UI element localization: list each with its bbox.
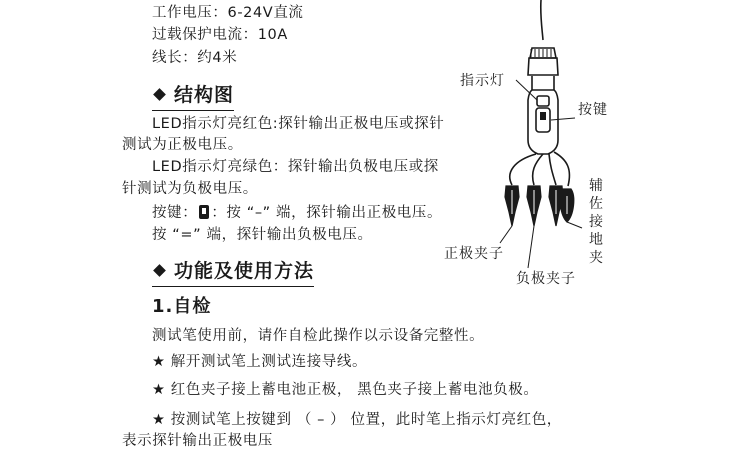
spec-voltage: 工作电压：6-24V直流 — [152, 5, 304, 21]
key-rest: ：按 “–” 端，探针输出正极电压。 — [211, 205, 443, 221]
aux-ground-label: 辅佐接地夹 — [589, 178, 603, 266]
probe-body — [528, 90, 558, 154]
usage-paragraph: 测试笔使用前，请作自检此操作以示设备完整性。 — [152, 328, 485, 344]
button-label: 按键 — [578, 102, 608, 118]
usage-bullet-1: ★ 解开测试笔上测试连接导线。 — [152, 354, 368, 370]
led-green-line-2: 针测试为负极电压。 — [122, 181, 258, 197]
key-line-2: 按 “=” 端，探针输出负极电压。 — [152, 227, 373, 243]
led-green-line-1: LED指示灯亮绿色：探针输出负极电压或探 — [152, 159, 439, 175]
structure-heading-text: 结构图 — [174, 84, 235, 106]
spec-length: 线长：约4米 — [152, 50, 238, 66]
probe-cable — [541, 0, 543, 40]
key-prefix: 按键： — [152, 205, 198, 221]
indicator-label: 指示灯 — [460, 73, 505, 89]
usage-bullet-2: ★ 红色夹子接上蓄电池正极， 黑色夹子接上蓄电池负极。 — [152, 382, 539, 398]
spec-overload: 过载保护电流：10A — [152, 27, 288, 43]
usage-bullet-3: ★ 按测试笔上按键到 （ – ） 位置，此时笔上指示灯亮红色， — [152, 412, 562, 428]
usage-bullet-4: 表示探针输出正极电压 — [122, 433, 273, 449]
positive-clip-label: 正极夹子 — [444, 246, 504, 262]
negative-clip-label: 负极夹子 — [516, 271, 576, 287]
usage-heading-text: 功能及使用方法 — [174, 260, 315, 282]
indicator-light-icon — [537, 96, 549, 106]
led-red-line-1: LED指示灯亮红色:探针输出正极电压或探针 — [152, 116, 445, 132]
self-test-subheading: 1.自检 — [152, 296, 212, 317]
led-red-line-2: 测试为正极电压。 — [122, 137, 243, 153]
